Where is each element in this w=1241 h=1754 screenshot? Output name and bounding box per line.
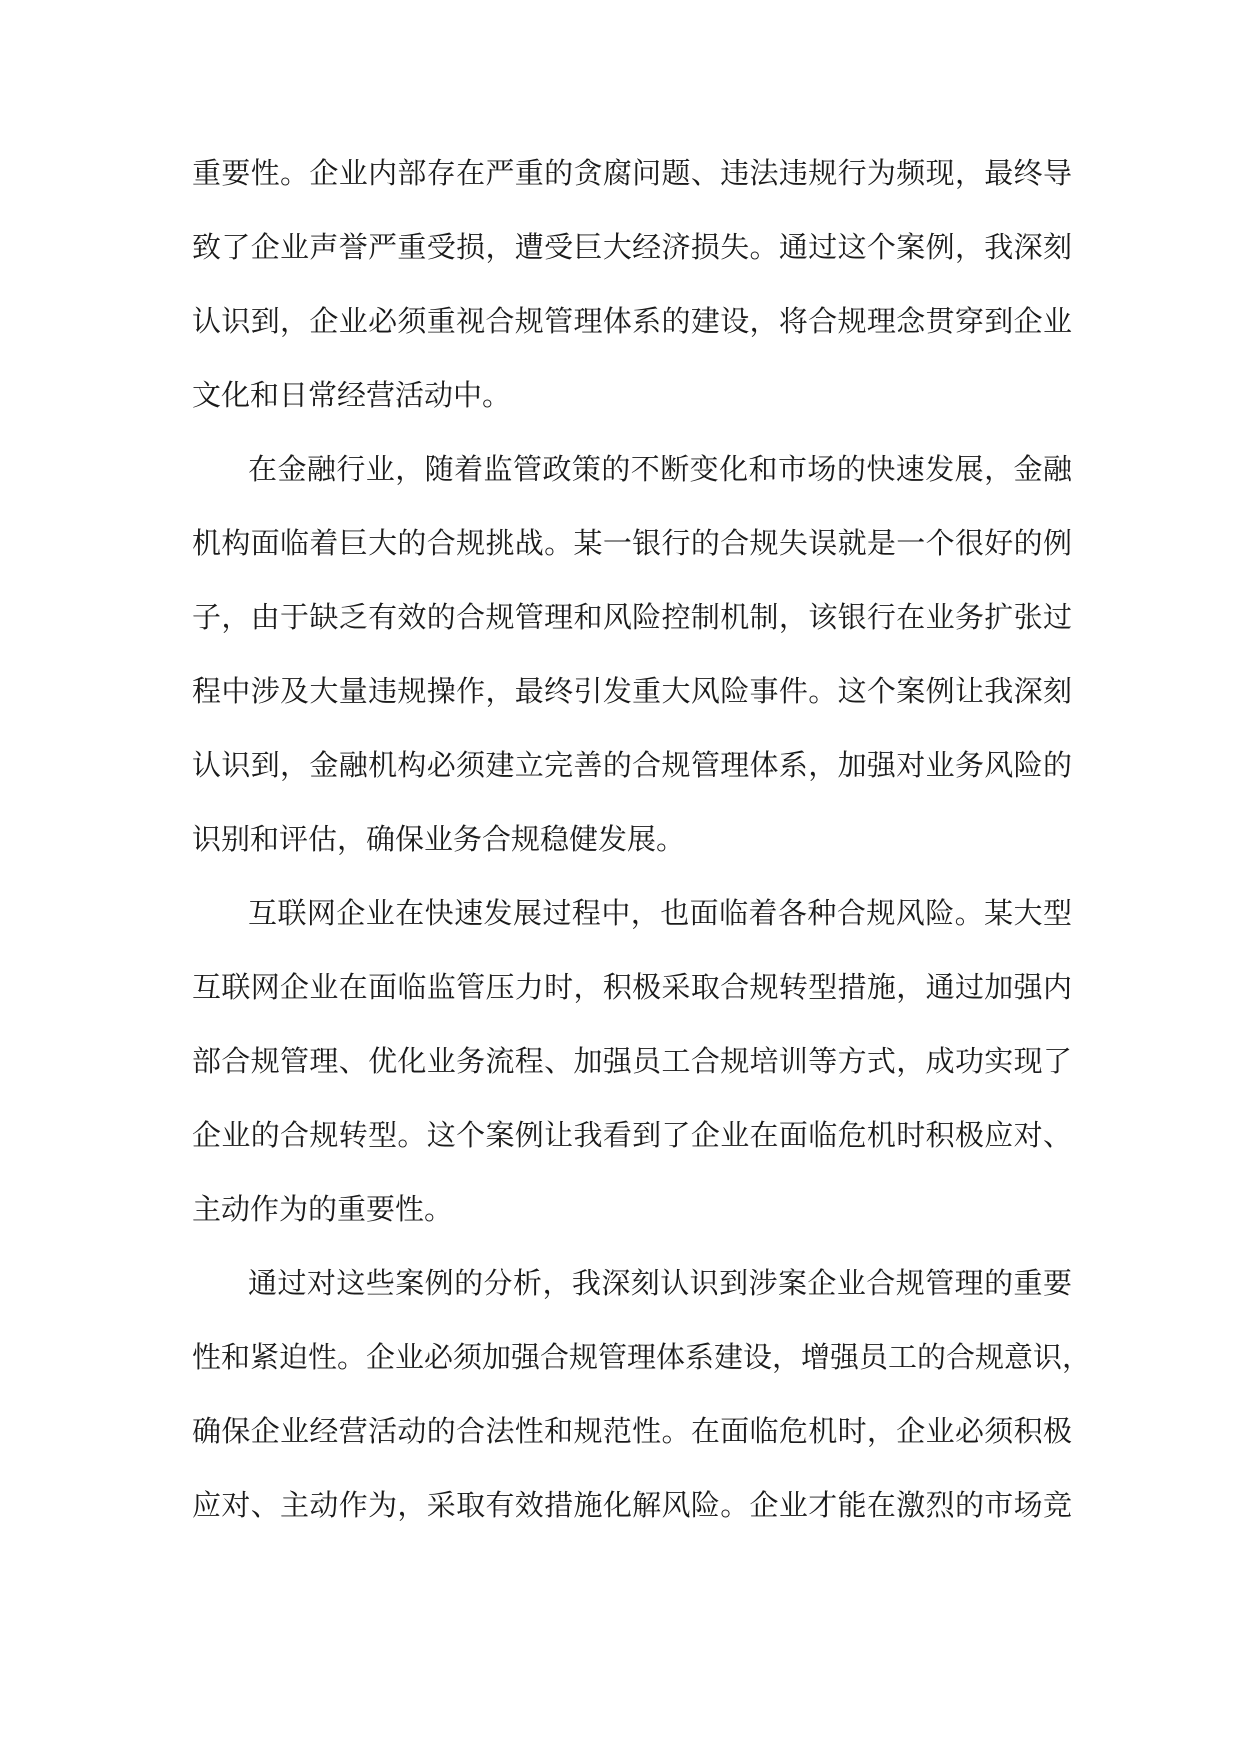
paragraph-line: 主动作为的重要性。 bbox=[192, 1192, 454, 1226]
paragraph-line: 子，由于缺乏有效的合规管理和风险控制机制，该银行在业务扩张过 bbox=[192, 600, 1072, 634]
paragraph-line: 部合规管理、优化业务流程、加强员工合规培训等方式，成功实现了 bbox=[192, 1044, 1072, 1078]
paragraph-line: 重要性。企业内部存在严重的贪腐问题、违法违规行为频现，最终导 bbox=[192, 156, 1072, 190]
paragraph-3 bbox=[192, 883, 1072, 1253]
paragraph-1 bbox=[192, 143, 1072, 439]
paragraph-line: 确保企业经营活动的合法性和规范性。在面临危机时，企业必须积极 bbox=[192, 1414, 1072, 1448]
paragraph-line: 认识到，企业必须重视合规管理体系的建设，将合规理念贯穿到企业 bbox=[192, 304, 1072, 338]
paragraph-line: 认识到，金融机构必须建立完善的合规管理体系，加强对业务风险的 bbox=[192, 748, 1072, 782]
paragraph-line: 应对、主动作为，采取有效措施化解风险。企业才能在激烈的市场竞 bbox=[192, 1488, 1072, 1522]
paragraph-line: 文化和日常经营活动中。 bbox=[192, 378, 512, 412]
paragraph-line: 程中涉及大量违规操作，最终引发重大风险事件。这个案例让我深刻 bbox=[192, 674, 1072, 708]
paragraph-line: 互联网企业在面临监管压力时，积极采取合规转型措施，通过加强内 bbox=[192, 970, 1072, 1004]
paragraph-line: 企业的合规转型。这个案例让我看到了企业在面临危机时积极应对、 bbox=[192, 1118, 1072, 1152]
paragraph-line: 识别和评估，确保业务合规稳健发展。 bbox=[192, 822, 686, 856]
body-text bbox=[192, 143, 1092, 1549]
paragraph-line: 致了企业声誉严重受损，遭受巨大经济损失。通过这个案例，我深刻 bbox=[192, 230, 1072, 264]
paragraph-line: 机构面临着巨大的合规挑战。某一银行的合规失误就是一个很好的例 bbox=[192, 526, 1072, 560]
paragraph-line: 在金融行业，随着监管政策的不断变化和市场的快速发展，金融 bbox=[248, 452, 1072, 486]
paragraph-line: 性和紧迫性。企业必须加强合规管理体系建设，增强员工的合规意识， bbox=[192, 1340, 1092, 1374]
paragraph-line: 通过对这些案例的分析，我深刻认识到涉案企业合规管理的重要 bbox=[248, 1266, 1072, 1300]
paragraph-2 bbox=[192, 439, 1072, 883]
paragraph-4 bbox=[192, 1253, 1092, 1549]
paragraph-line: 互联网企业在快速发展过程中，也面临着各种合规风险。某大型 bbox=[248, 896, 1072, 930]
